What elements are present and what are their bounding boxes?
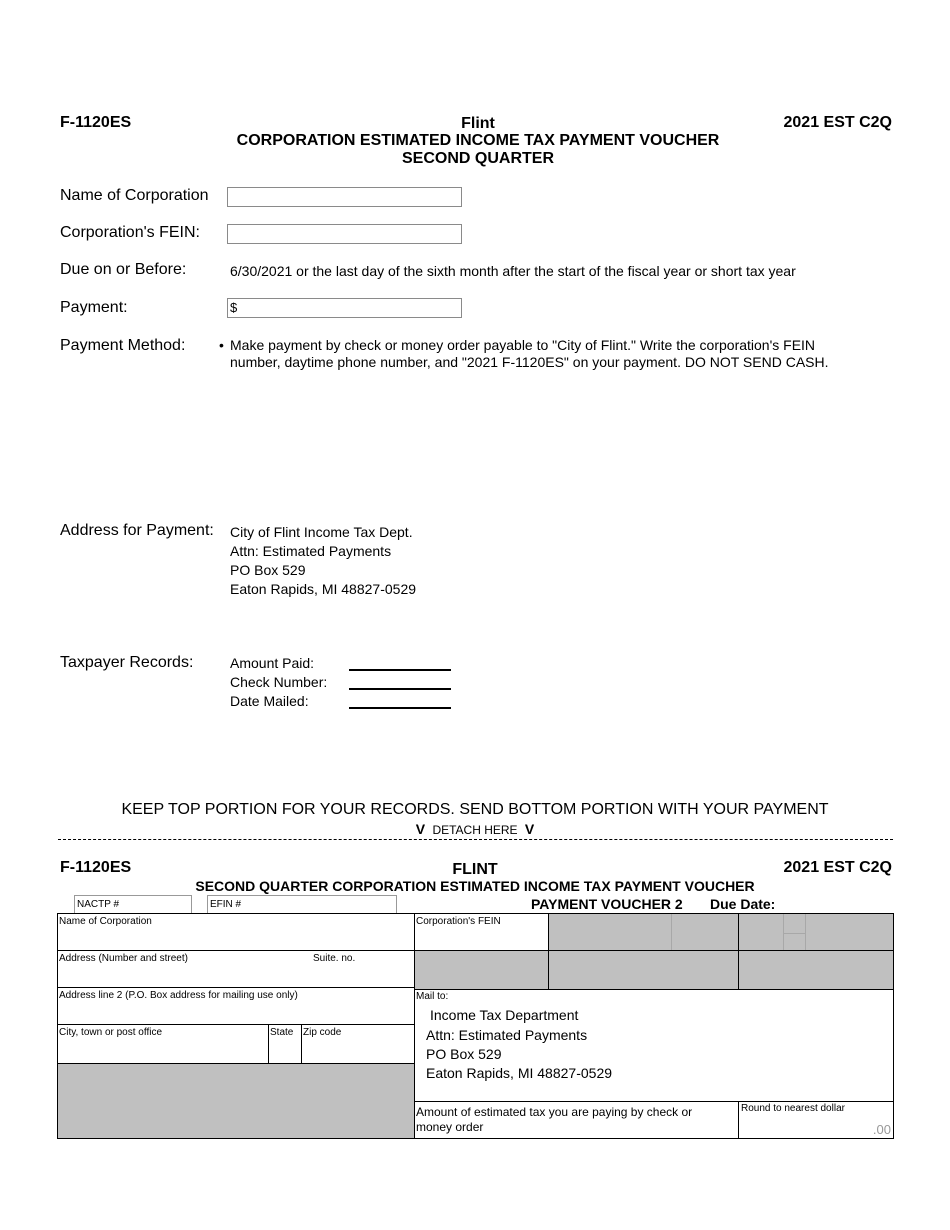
corp-name-label: Name of Corporation xyxy=(59,916,152,927)
name-input[interactable] xyxy=(227,187,462,207)
detach-arrow-icon: V xyxy=(415,821,426,837)
keep-notice: KEEP TOP PORTION FOR YOUR RECORDS. SEND BOTTOM PORTION WITH YOUR PAYMENT xyxy=(121,801,829,818)
page-title: CORPORATION ESTIMATED INCOME TAX PAYMENT VOUCHER xyxy=(236,132,720,149)
records-item: Amount Paid: xyxy=(230,655,315,671)
detach-arrow-icon: V xyxy=(524,821,535,837)
amount-input[interactable] xyxy=(738,1101,894,1139)
detach-row xyxy=(0,821,950,837)
fein-label: Corporation's FEIN: xyxy=(60,224,200,241)
efin-label: EFIN # xyxy=(210,899,242,910)
address-line: Eaton Rapids, MI 48827-0529 xyxy=(230,581,417,597)
form-id: F-1120ES xyxy=(60,114,132,131)
street-field[interactable] xyxy=(57,950,415,988)
detach-line xyxy=(58,839,893,840)
voucher-title: SECOND QUARTER CORPORATION ESTIMATED INCOME TAX PAYMENT VOUCHER xyxy=(195,878,755,894)
payment-address xyxy=(230,523,416,599)
due-label: Due on or Before: xyxy=(60,261,187,278)
detach-text: DETACH HERE xyxy=(432,823,518,837)
address-line: Attn: Estimated Payments xyxy=(230,543,392,559)
fein-input[interactable] xyxy=(227,224,462,244)
records-item: Check Number: xyxy=(230,674,328,690)
due-date-label: Due Date: xyxy=(710,896,776,912)
corp-name-field[interactable] xyxy=(57,913,415,951)
name-label: Name of Corporation xyxy=(60,187,209,204)
mail-line: Eaton Rapids, MI 48827-0529 xyxy=(426,1065,613,1081)
records-item: Date Mailed: xyxy=(230,693,309,709)
nactp-field[interactable] xyxy=(74,895,192,914)
shaded-block xyxy=(738,950,894,990)
address2-label: Address line 2 (P.O. Box address for mailing use only) xyxy=(59,990,298,1001)
payment-label: Payment: xyxy=(60,299,128,316)
due-text: 6/30/2021 or the last day of the sixth month after the start of the fiscal year or short tax year xyxy=(230,263,796,279)
grid-line xyxy=(783,933,805,934)
amount-label-line: money order xyxy=(416,1120,484,1134)
state-field[interactable] xyxy=(268,1024,302,1064)
dollar-sign: $ xyxy=(230,300,238,315)
payment-input[interactable] xyxy=(227,298,462,318)
check-number-line[interactable] xyxy=(349,688,451,690)
shaded-block xyxy=(548,913,739,951)
zip-label: Zip code xyxy=(303,1027,342,1038)
city-name: Flint xyxy=(461,115,495,132)
amount-label-cell xyxy=(414,1101,739,1139)
date-mailed-line[interactable] xyxy=(349,707,451,709)
mail-line: PO Box 529 xyxy=(426,1046,502,1062)
shaded-block xyxy=(548,950,739,990)
mail-line: Attn: Estimated Payments xyxy=(426,1027,588,1043)
address-line: PO Box 529 xyxy=(230,562,306,578)
state-label: State xyxy=(270,1027,294,1038)
shaded-block xyxy=(414,950,549,990)
amount-paid-line[interactable] xyxy=(349,669,451,671)
method-label: Payment Method: xyxy=(60,337,186,354)
city-label: City, town or post office xyxy=(59,1027,163,1038)
bullet-icon: • xyxy=(219,337,224,353)
records-label: Taxpayer Records: xyxy=(60,654,194,671)
city-field[interactable] xyxy=(57,1024,269,1064)
cents-suffix: .00 xyxy=(872,1122,891,1137)
address-label: Address for Payment: xyxy=(60,522,214,539)
shaded-area xyxy=(57,1063,415,1139)
grid-line xyxy=(805,914,806,950)
fein-label: Corporation's FEIN xyxy=(416,916,501,927)
address-line: City of Flint Income Tax Dept. xyxy=(230,524,413,540)
street-label: Address (Number and street) xyxy=(59,953,188,964)
grid-line xyxy=(783,914,784,950)
amount-label-line: Amount of estimated tax you are paying by check or xyxy=(416,1105,693,1119)
nactp-label: NACTP # xyxy=(77,899,120,910)
year-code: 2021 EST C2Q xyxy=(783,114,892,131)
voucher-city: FLINT xyxy=(452,861,498,878)
voucher-form-id: F-1120ES xyxy=(60,859,132,876)
round-label: Round to nearest dollar xyxy=(741,1103,845,1114)
method-line-1: Make payment by check or money order payable to "City of Flint." Write the corporation's FEIN xyxy=(230,337,816,353)
grid-line xyxy=(671,914,672,950)
voucher-number: PAYMENT VOUCHER 2 xyxy=(531,896,683,912)
method-line-2: number, daytime phone number, and "2021 F-1120ES" on your payment. DO NOT SEND CASH. xyxy=(230,354,829,370)
address2-field[interactable] xyxy=(57,987,415,1025)
suite-label: Suite. no. xyxy=(313,953,356,964)
voucher-year-code: 2021 EST C2Q xyxy=(783,859,892,876)
mail-to-label: Mail to: xyxy=(416,991,449,1002)
page-subtitle: SECOND QUARTER xyxy=(401,150,554,167)
shaded-block xyxy=(738,913,894,951)
mail-line: Income Tax Department xyxy=(430,1007,579,1023)
fein-field[interactable] xyxy=(414,913,549,951)
zip-field[interactable] xyxy=(301,1024,415,1064)
records-list xyxy=(230,654,327,711)
efin-field[interactable] xyxy=(207,895,397,914)
